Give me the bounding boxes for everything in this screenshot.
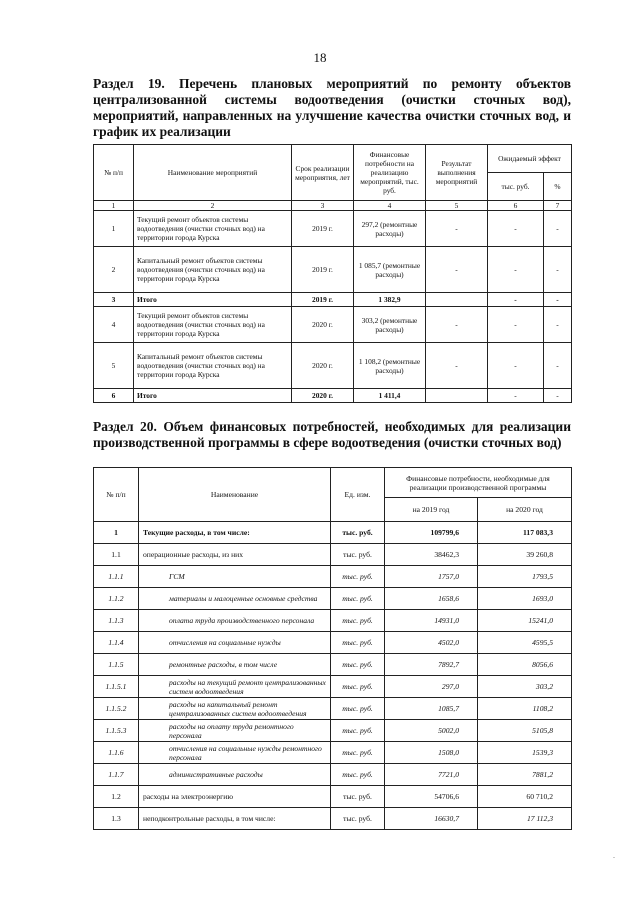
table-row [94, 343, 572, 389]
row-effect-2: - [544, 247, 572, 293]
row-value-2020: 303,2 [478, 676, 572, 698]
row-effect-2: - [544, 307, 572, 343]
row-unit: тыс. руб. [331, 764, 385, 786]
row-num: 1.1.1 [94, 566, 139, 588]
row-effect-2: - [544, 293, 572, 307]
table-row-total [94, 389, 572, 403]
row-name: оплата труда производственного персонала [139, 610, 331, 632]
row-unit: тыс. руб. [331, 610, 385, 632]
row-finance: 1 411,4 [354, 389, 426, 403]
row-num: 1.1.2 [94, 588, 139, 610]
row-num: 6 [94, 389, 134, 403]
row-name: расходы на оплату труда ремонтного персонала [139, 720, 331, 742]
page-number: 18 [313, 50, 327, 65]
row-name: расходы на текущий ремонт централизованных систем водоотведения [139, 676, 331, 698]
row-value-2020: 15241,0 [478, 610, 572, 632]
row-finance: 297,2 (ремонтные расходы) [354, 211, 426, 247]
table-row [94, 742, 572, 764]
row-name: неподконтрольные расходы, в том числе: [139, 808, 331, 830]
row-result: - [426, 247, 488, 293]
table-row [94, 698, 572, 720]
row-num: 1.2 [94, 786, 139, 808]
row-name: ГСМ [139, 566, 331, 588]
row-effect-1: - [488, 307, 544, 343]
row-period: 2019 г. [292, 211, 354, 247]
row-unit: тыс. руб. [331, 654, 385, 676]
row-name: Итого [134, 389, 292, 403]
row-num: 1.1.7 [94, 764, 139, 786]
row-name: административные расходы [139, 764, 331, 786]
header-unit: Ед. изм. [331, 468, 385, 522]
row-unit: тыс. руб. [331, 720, 385, 742]
row-effect-2: - [544, 343, 572, 389]
row-value-2019: 1085,7 [385, 698, 478, 720]
row-value-2019: 16630,7 [385, 808, 478, 830]
col-number: 2 [134, 201, 292, 211]
table-row [94, 808, 572, 830]
row-name: отчисления на социальные нужды [139, 632, 331, 654]
row-num: 4 [94, 307, 134, 343]
table-row [94, 632, 572, 654]
header-period: Срок реализации мероприятия, лет [292, 145, 354, 201]
row-num: 1.1.6 [94, 742, 139, 764]
row-period: 2019 г. [292, 247, 354, 293]
row-finance: 1 085,7 (ремонтные расходы) [354, 247, 426, 293]
row-value-2020: 1108,2 [478, 698, 572, 720]
row-unit: тыс. руб. [331, 566, 385, 588]
table-row [94, 522, 572, 544]
row-value-2020: 8056,6 [478, 654, 572, 676]
row-value-2020: 1793,5 [478, 566, 572, 588]
row-finance: 303,2 (ремонтные расходы) [354, 307, 426, 343]
row-num: 1.1.5 [94, 654, 139, 676]
table-row [94, 786, 572, 808]
row-value-2020: 7881,2 [478, 764, 572, 786]
row-value-2019: 1508,0 [385, 742, 478, 764]
table-row [94, 211, 572, 247]
row-value-2019: 4502,0 [385, 632, 478, 654]
row-result [426, 389, 488, 403]
table-row [94, 544, 572, 566]
section-19-heading: Раздел 19. Перечень плановых мероприятий по ремонту объектов централизованной системы водоотведения (очистки сточных вод), мероприятий, направленных на улучшение качества очистки сточных вод, и график их реализации [93, 76, 571, 139]
table-row [94, 307, 572, 343]
col-number: 1 [94, 201, 134, 211]
row-result [426, 293, 488, 307]
row-value-2020: 60 710,2 [478, 786, 572, 808]
header-name: Наименование мероприятий [134, 145, 292, 201]
section-20-table [93, 467, 572, 830]
header-effect-unit-1: тыс. руб. [488, 173, 544, 201]
row-value-2020: 1693,0 [478, 588, 572, 610]
row-period: 2020 г. [292, 389, 354, 403]
row-num: 1.1.5.1 [94, 676, 139, 698]
row-result: - [426, 307, 488, 343]
header-finance: Финансовые потребности на реализацию мероприятий, тыс. руб. [354, 145, 426, 201]
table-row [94, 588, 572, 610]
table-row [94, 720, 572, 742]
row-value-2019: 7721,0 [385, 764, 478, 786]
header-result: Результат выполнения мероприятий [426, 145, 488, 201]
table-row [94, 764, 572, 786]
row-unit: тыс. руб. [331, 698, 385, 720]
header-num: № п/п [94, 468, 139, 522]
row-unit: тыс. руб. [331, 522, 385, 544]
header-num: № п/п [94, 145, 134, 201]
row-effect-1: - [488, 389, 544, 403]
table-row-total [94, 293, 572, 307]
row-effect-1: - [488, 293, 544, 307]
row-effect-2: - [544, 389, 572, 403]
table-row [94, 566, 572, 588]
row-value-2020: 17 112,3 [478, 808, 572, 830]
row-name: отчисления на социальные нужды ремонтного персонала [139, 742, 331, 764]
row-unit: тыс. руб. [331, 808, 385, 830]
row-name: ремонтные расходы, в том числе [139, 654, 331, 676]
row-effect-1: - [488, 343, 544, 389]
row-unit: тыс. руб. [331, 742, 385, 764]
row-value-2020: 117 083,3 [478, 522, 572, 544]
row-period: 2020 г. [292, 343, 354, 389]
section-19-table [93, 144, 572, 403]
row-name: Текущие расходы, в том числе: [139, 522, 331, 544]
row-value-2019: 54706,6 [385, 786, 478, 808]
row-value-2020: 39 260,8 [478, 544, 572, 566]
header-effect-unit-2: % [544, 173, 572, 201]
row-num: 1.1 [94, 544, 139, 566]
row-value-2019: 297,0 [385, 676, 478, 698]
row-name: Текущий ремонт объектов системы водоотведения (очистки сточных вод) на территории города Курска [134, 211, 292, 247]
row-num: 1.1.5.2 [94, 698, 139, 720]
row-num: 1 [94, 211, 134, 247]
row-finance: 1 382,9 [354, 293, 426, 307]
col-number: 5 [426, 201, 488, 211]
row-unit: тыс. руб. [331, 676, 385, 698]
row-finance: 1 108,2 (ремонтные расходы) [354, 343, 426, 389]
row-value-2019: 14931,0 [385, 610, 478, 632]
row-effect-1: - [488, 211, 544, 247]
col-number: 3 [292, 201, 354, 211]
row-effect-1: - [488, 247, 544, 293]
row-num: 1.3 [94, 808, 139, 830]
row-period: 2019 г. [292, 293, 354, 307]
row-result: - [426, 211, 488, 247]
header-year-2019: на 2019 год [385, 498, 478, 522]
row-name: расходы на капитальный ремонт централизованных систем водоотведения [139, 698, 331, 720]
table-row [94, 676, 572, 698]
row-unit: тыс. руб. [331, 544, 385, 566]
table-row [94, 610, 572, 632]
row-value-2019: 7892,7 [385, 654, 478, 676]
row-name: Капитальный ремонт объектов системы водоотведения (очистки сточных вод) на территории города Курска [134, 343, 292, 389]
row-name: Капитальный ремонт объектов системы водоотведения (очистки сточных вод) на территории города Курска [134, 247, 292, 293]
row-value-2019: 1658,6 [385, 588, 478, 610]
row-num: 5 [94, 343, 134, 389]
row-unit: тыс. руб. [331, 786, 385, 808]
row-name: операционные расходы, из них [139, 544, 331, 566]
row-name: материалы и малоценные основные средства [139, 588, 331, 610]
row-num: 1 [94, 522, 139, 544]
row-period: 2020 г. [292, 307, 354, 343]
row-unit: тыс. руб. [331, 632, 385, 654]
row-value-2020: 5105,8 [478, 720, 572, 742]
section-20-heading: Раздел 20. Объем финансовых потребностей, необходимых для реализации производственной программы в сфере водоотведения (очистки сточных вод) [93, 419, 571, 450]
row-value-2019: 38462,3 [385, 544, 478, 566]
table-row [94, 654, 572, 676]
row-num: 1.1.4 [94, 632, 139, 654]
row-value-2020: 4595,5 [478, 632, 572, 654]
row-value-2019: 109799,6 [385, 522, 478, 544]
col-number: 4 [354, 201, 426, 211]
row-name: расходы на электроэнергию [139, 786, 331, 808]
row-value-2019: 1757,0 [385, 566, 478, 588]
row-name: Текущий ремонт объектов системы водоотведения (очистки сточных вод) на территории города Курска [134, 307, 292, 343]
row-value-2020: 1539,3 [478, 742, 572, 764]
col-number: 6 [488, 201, 544, 211]
margin-mark: . [613, 851, 615, 860]
header-effect: Ожидаемый эффект [488, 145, 572, 173]
header-year-2020: на 2020 год [478, 498, 572, 522]
row-num: 3 [94, 293, 134, 307]
row-num: 2 [94, 247, 134, 293]
row-effect-2: - [544, 211, 572, 247]
col-number: 7 [544, 201, 572, 211]
header-finance: Финансовые потребности, необходимые для реализации производственной программы [385, 468, 572, 498]
header-name: Наименование [139, 468, 331, 522]
row-name: Итого [134, 293, 292, 307]
row-num: 1.1.3 [94, 610, 139, 632]
row-result: - [426, 343, 488, 389]
table-row [94, 247, 572, 293]
row-unit: тыс. руб. [331, 588, 385, 610]
row-value-2019: 5002,0 [385, 720, 478, 742]
row-num: 1.1.5.3 [94, 720, 139, 742]
